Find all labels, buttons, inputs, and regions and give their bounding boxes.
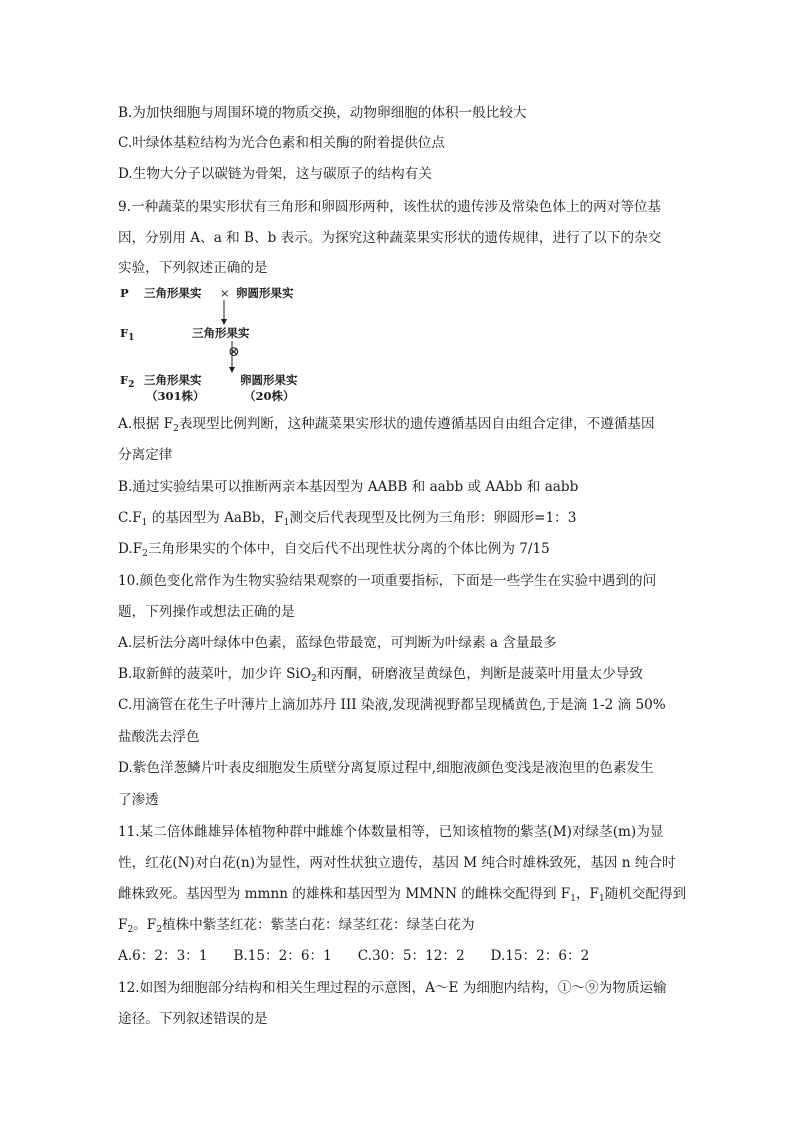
question-12-stem-1: 12.如图为细胞部分结构和相关生理过程的示意图，A～E 为细胞内结构，①～⑨为物质运输: [118, 980, 667, 996]
f2-left-phenotype: 三角形果实: [144, 373, 202, 387]
cross-diagram: [116, 285, 306, 405]
p-label: P: [120, 286, 129, 300]
question-12-stem-2: 途径。下列叙述错误的是: [118, 1011, 268, 1027]
p-left-phenotype: 三角形果实: [144, 286, 202, 300]
option-10c-line1: C.用滴管在花生子叶薄片上滴加苏丹 III 染液,发现满视野都呈现橘黄色,于是滴 1-2 滴 50%: [118, 697, 666, 713]
question-11-stem-4: $F_2$。$F_2$植株中紫茎红花：紫茎白花：绿茎红花：绿茎白花为: [118, 917, 475, 935]
question-9-stem-2: 因，分别用 A、a 和 B、b 表示。为探究这种蔬菜果实形状的遗传规律，进行了以下的杂交: [118, 230, 662, 246]
p-right-phenotype: 卵圆形果实: [236, 286, 294, 300]
question-11-options: A.6：2：3：1 B.15：2：6：1 C.30：5：12：2 D.15：2：6：2: [118, 948, 590, 964]
option-9b: B.通过实验结果可以推断两亲本基因型为 AABB 和 aabb 或 AAbb 和 aabb: [118, 479, 579, 495]
option-8c: C.叶绿体基粒结构为光合色素和相关酶的附着提供位点: [118, 135, 445, 151]
question-11-stem-1: 11.某二倍体雌雄异体植物种群中雌雄个体数量相等，已知该植物的紫茎(M)对绿茎(m)为显: [118, 824, 664, 840]
question-10-stem-2: 题，下列操作或想法正确的是: [118, 604, 295, 620]
f2-right-phenotype: 卵圆形果实: [240, 373, 298, 387]
option-9c: $C.F_1$ 的基因型为 AaBb，$F_1$测交后代表现型及比例为三角形：卵圆形=1：3: [118, 510, 577, 528]
f1-phenotype: 三角形果实: [192, 326, 250, 340]
option-8d: D.生物大分子以碳链为骨架，这与碳原子的结构有关: [118, 166, 432, 182]
f2-left-count: （301株）: [146, 389, 205, 403]
option-10d-line1: D.紫色洋葱鳞片叶表皮细胞发生质壁分离复原过程中,细胞液颜色变浅是液泡里的色素发生: [118, 760, 654, 776]
option-10a: A.层析法分离叶绿体中色素，蓝绿色带最宽，可判断为叶绿素 a 含量最多: [118, 635, 557, 651]
question-11-stem-2: 性，红花(N)对白花(n)为显性，两对性状独立遗传，基因 M 纯合时雄株致死，基因 n 纯合时: [118, 855, 676, 871]
f2-right-count: （20株）: [244, 389, 295, 403]
option-10b: B.取新鲜的菠菜叶，加少许 SiO$_2$和丙酮，研磨液呈黄绿色，判断是菠菜叶用量太少导致: [118, 666, 643, 684]
cross-arrows: [116, 285, 306, 405]
cross-symbol: ×: [220, 286, 230, 300]
f2-label: $F_2$: [120, 373, 135, 390]
option-8b: B.为加快细胞与周围环境的物质交换，动物卵细胞的体积一般比较大: [118, 105, 527, 121]
option-9a-line2: 分离定律: [118, 447, 173, 463]
question-9-stem-1: 9.一种蔬菜的果实形状有三角形和卵圆形两种，该性状的遗传涉及常染色体上的两对等位基: [118, 199, 662, 215]
question-10-stem-1: 10.颜色变化常作为生物实验结果观察的一项重要指标，下面是一些学生在实验中遇到的问: [118, 573, 657, 589]
option-10c-line2: 盐酸洗去浮色: [118, 729, 200, 745]
option-9a-line1: A.根据 $F_2$表现型比例判断，这种蔬菜果实形状的遗传遵循基因自由组合定律，不遵循基因: [118, 416, 655, 434]
question-9-stem-3: 实验，下列叙述正确的是: [118, 260, 268, 276]
arrow-head-f1: [221, 319, 227, 325]
self-cross-symbol: ⊗: [228, 344, 240, 360]
arrow-head-f2: [229, 367, 235, 373]
question-11-stem-3: 雌株致死。基因型为 mmnn 的雄株和基因型为 MMNN 的雌株交配得到 $F_1$，$F_1$随机交配得到: [118, 886, 687, 904]
option-9d: $D.F_2$三角形果实的个体中，自交后代不出现性状分离的个体比例为 7/15: [118, 541, 550, 559]
option-10d-line2: 了渗透: [118, 792, 159, 808]
f1-label: $F_1$: [120, 326, 135, 343]
